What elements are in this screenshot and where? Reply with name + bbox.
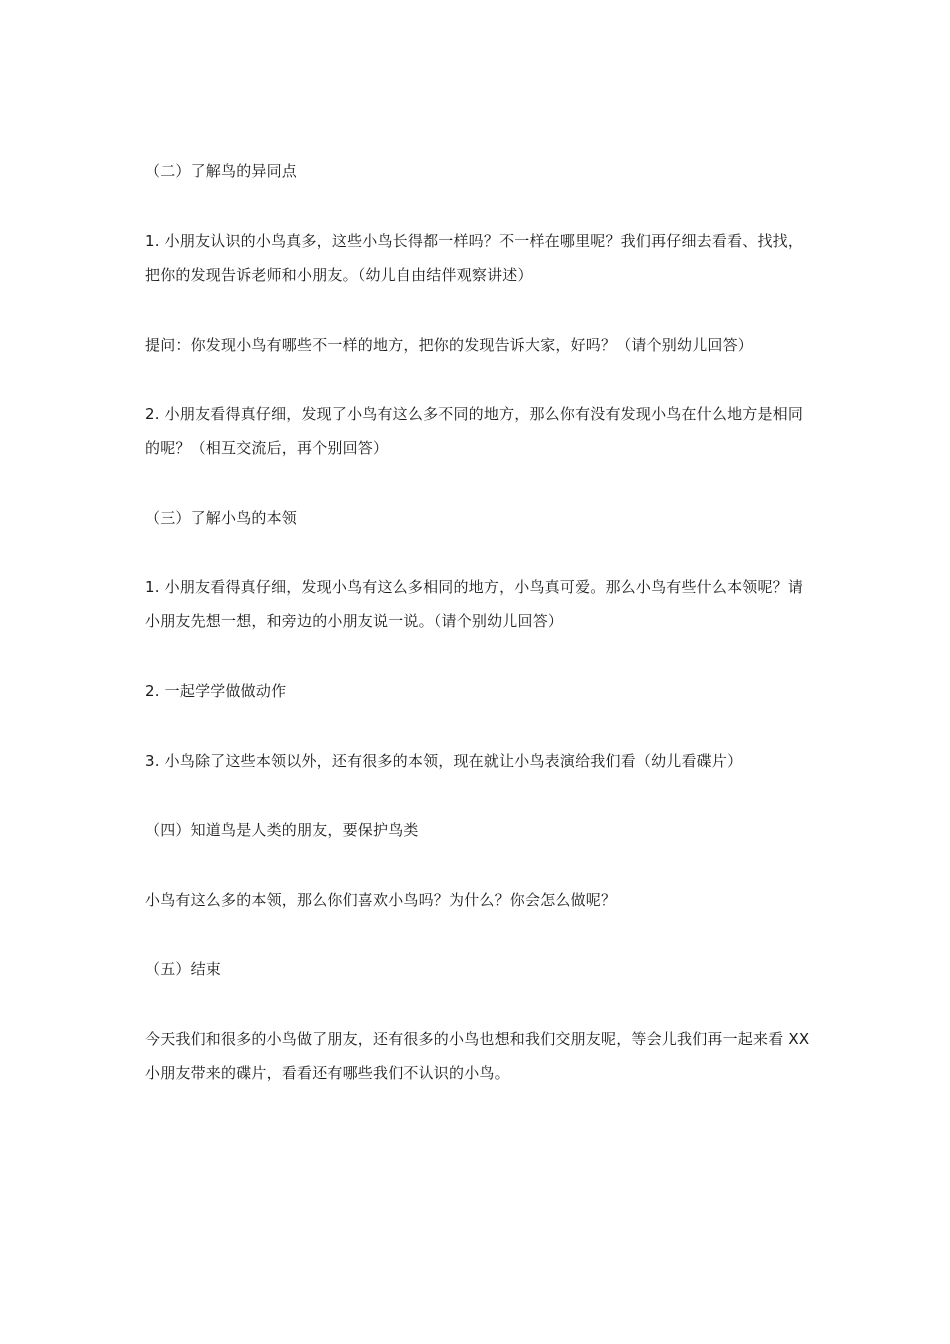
- paragraph-3-3: 3. 小鸟除了这些本领以外，还有很多的本领，现在就让小鸟表演给我们看（幼儿看碟片）: [145, 752, 743, 770]
- paragraph-5-1: 今天我们和很多的小鸟做了朋友，还有很多的小鸟也想和我们交朋友呢，等会儿我们再一起来看 XX 小朋友带来的碟片，看看还有哪些我们不认识的小鸟。: [145, 1030, 810, 1082]
- section-heading-5: （五）结束: [145, 960, 222, 978]
- paragraph-3-1: 1. 小朋友看得真仔细，发现小鸟有这么多相同的地方，小鸟真可爱。那么小鸟有些什么本领呢？请小朋友先想一想，和旁边的小朋友说一说。（请个别幼儿回答）: [145, 578, 804, 630]
- paragraph-3-2: 2. 一起学学做做动作: [145, 682, 287, 700]
- paragraph-2-2: 2. 小朋友看得真仔细，发现了小鸟有这么多不同的地方，那么你有没有发现小鸟在什么地方是相同的呢？（相互交流后，再个别回答）: [145, 405, 804, 457]
- section-heading-4: （四）知道鸟是人类的朋友，要保护鸟类: [145, 821, 419, 839]
- paragraph-2-1: 1. 小朋友认识的小鸟真多，这些小鸟长得都一样吗？不一样在哪里呢？我们再仔细去看看、找找，把你的发现告诉老师和小朋友。（幼儿自由结伴观察讲述）: [145, 232, 804, 284]
- paragraph-2-question: 提问：你发现小鸟有哪些不一样的地方，把你的发现告诉大家，好吗？（请个别幼儿回答）: [145, 336, 754, 354]
- section-heading-2: （二）了解鸟的异同点: [145, 162, 298, 180]
- section-heading-3: （三）了解小鸟的本领: [145, 509, 298, 527]
- paragraph-4-1: 小鸟有这么多的本领，那么你们喜欢小鸟吗？为什么？你会怎么做呢？: [145, 891, 617, 909]
